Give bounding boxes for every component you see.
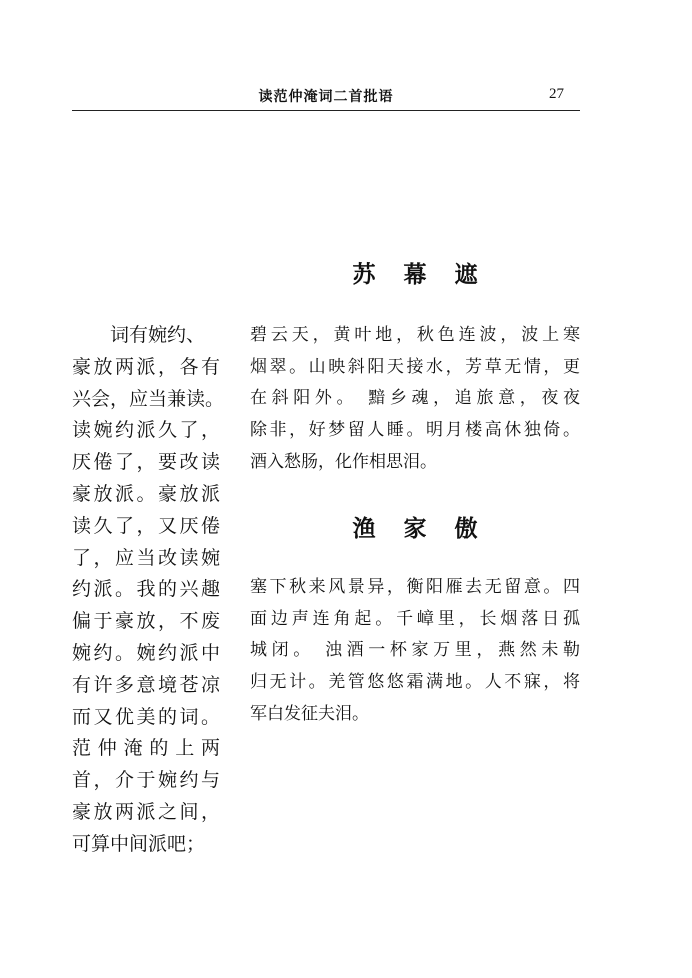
poem-line: 军白发征夫泪。 <box>250 703 369 724</box>
running-title: 读范仲淹词二首批语 <box>258 89 394 105</box>
poem-line: 面边声连角起。千嶂里，长烟落日孤 <box>250 608 580 629</box>
commentary-line: 约派。我的兴趣 <box>72 578 220 601</box>
commentary-line: 婉约。婉约派中 <box>72 641 220 664</box>
poem-line: 归无计。羌管悠悠霜满地。人不寐，将 <box>250 672 580 693</box>
commentary-line: 豪放两派，各有 <box>72 355 220 378</box>
poem-line: 酒入愁肠，化作相思泪。 <box>250 451 437 472</box>
poem-line: 除非，好梦留人睡。明月楼高休独倚。 <box>250 420 580 441</box>
page-header <box>72 84 580 111</box>
commentary-line: 读婉约派久了， <box>72 419 220 442</box>
poem-line: 烟翠。山映斜阳天接水，芳草无情，更 <box>250 356 580 377</box>
commentary-line: 厌倦了，要改读 <box>72 451 220 474</box>
commentary-line: 范仲淹的上两 <box>72 737 220 760</box>
poem-line: 塞下秋来风景异，衡阳雁去无留意。四 <box>250 577 580 597</box>
commentary-line: 豪放派。豪放派 <box>72 482 220 505</box>
commentary-line: 可算中间派吧； <box>72 832 206 855</box>
poem-text <box>250 572 580 731</box>
commentary-line: 有许多意境苍凉 <box>72 673 220 696</box>
poem-line: 在斜阳外。 黯乡魂，追旅意，夜夜 <box>250 388 580 409</box>
commentary-column <box>72 320 225 861</box>
commentary-line: 了，应当改读婉 <box>72 546 220 569</box>
commentary-line: 读久了，又厌倦 <box>72 514 220 537</box>
poem-title: 苏 幕 遮 <box>352 262 478 288</box>
commentary-line: 首，介于婉约与 <box>72 769 220 792</box>
commentary-line: 兴会，应当兼读。 <box>72 387 225 410</box>
poem-title: 渔 家 傲 <box>352 516 478 542</box>
poem-text <box>250 320 580 479</box>
commentary-line: 豪放两派之间， <box>72 800 220 823</box>
commentary-line: 偏于豪放，不废 <box>72 610 220 633</box>
poem-line: 碧云天，黄叶地，秋色连波，波上寒 <box>250 325 580 345</box>
page-number: 27 <box>549 86 564 102</box>
commentary-line: 而又优美的词。 <box>72 705 220 728</box>
poem-line: 城闭。 浊酒一杯家万里，燕然未勒 <box>250 640 580 661</box>
commentary-line: 词有婉约、 <box>110 324 206 346</box>
